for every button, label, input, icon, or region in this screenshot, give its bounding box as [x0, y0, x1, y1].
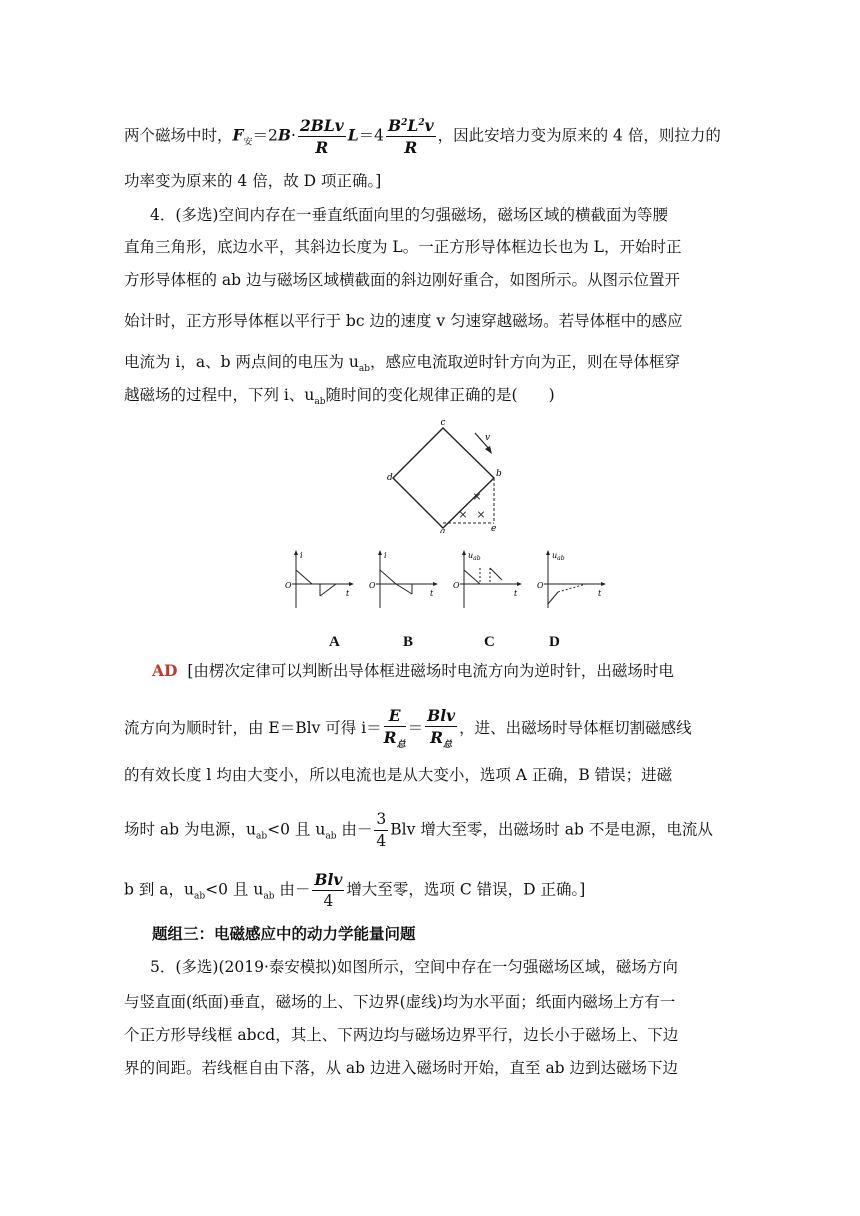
sub-ab: ab: [256, 831, 268, 842]
group3-title: 题组三：电磁感应中的动力学能量问题: [152, 924, 416, 943]
text: ，因此安培力变为原来的 4 倍，则拉力的: [437, 126, 721, 145]
frac-B2L2v-R: $\frac{B^2L^2v}{R}$: [388, 116, 434, 157]
option-label-c: C: [484, 634, 495, 650]
formula-L: L: [347, 125, 359, 145]
text: b 到 a，u: [124, 880, 194, 899]
graph-a: [282, 548, 358, 610]
graph-d: [534, 548, 610, 610]
option-label-d: D: [549, 634, 560, 650]
answer-line2: 流方向为顺时针，由 E＝Blv 可得 i＝ $\frac{E}{R_总}$ ＝ $\frac{\text{Blv}}{R_总}$ ，进、出磁场时导体框切割磁感线: [124, 706, 692, 750]
curve-d: [548, 592, 558, 604]
square-frame-figure: [385, 418, 515, 533]
svg-text:t: t: [430, 589, 434, 598]
text: 两个磁场中时，: [124, 126, 233, 145]
q4-line2: 直角三角形，底边水平，其斜边长度为 L。一正方形导体框边长也为 L，开始时正: [124, 238, 682, 256]
text: 流方向为顺时针，由 E＝Blv 可得 i＝: [124, 718, 382, 737]
text: ，进、出磁场时导体框切割磁感线: [459, 718, 692, 737]
q5-line3: 个正方形导线框 abcd，其上、下两边均与磁场边界平行，边长小于磁场上、下边: [124, 1026, 679, 1044]
q5-line2: 与竖直面(纸面)垂直，磁场的上、下边界(虚线)均为水平面；纸面内磁场上方有一: [124, 993, 676, 1011]
graph-b: [366, 548, 442, 610]
q4-line1: 4．(多选)空间内存在一垂直纸面向里的匀强磁场，磁场区域的横截面为等腰: [150, 206, 668, 224]
q5-line4: 界的间距。若线框自由下落，从 ab 边进入磁场时开始，直至 ab 边到达磁场下边: [124, 1059, 679, 1077]
option-label-b: B: [403, 634, 414, 650]
velocity-label: v: [485, 433, 491, 443]
answer-line4: [124, 812, 713, 849]
svg-text:i: i: [300, 551, 303, 560]
sub-ab: ab: [358, 364, 371, 375]
graph-c: [450, 548, 526, 610]
text: 由－: [336, 820, 373, 839]
curve-b: [380, 570, 396, 584]
q5-line1: 5．(多选)(2019·泰安模拟)如图所示，空间中存在一匀强磁场区域，磁场方向: [150, 958, 678, 976]
q4-line6: [124, 388, 555, 407]
point-label-b: b: [496, 469, 502, 479]
svg-text:uab: $u_{ab}$: [468, 551, 481, 562]
curve-c: [464, 570, 480, 584]
svg-text:t: t: [598, 589, 602, 598]
svg-text:i: i: [384, 551, 387, 560]
curve-d-2: [558, 584, 586, 592]
curve-c-2: [490, 568, 502, 580]
curve-a: [296, 570, 312, 584]
q4-line3: 方形导体框的 ab 边与磁场区域横截面的斜边刚好重合，如图所示。从图示位置开: [124, 271, 681, 289]
answer-line3: 的有效长度 l 均由大变小，所以电流也是从大变小，选项 A 正确，B 错误；进磁: [124, 766, 673, 784]
svg-text:O: O: [285, 581, 292, 590]
formula-B: B: [277, 125, 292, 145]
svg-text:uab: $u_{ab}$: [552, 551, 565, 562]
para-top-line2: 功率变为原来的 4 倍，故 D 项正确。]: [124, 172, 382, 190]
option-label-a: A: [329, 634, 340, 650]
formula-F: F: [232, 125, 244, 145]
frac-3-4: $\frac{3}{4}$: [376, 810, 387, 850]
svg-text:t: t: [346, 589, 350, 598]
answer-line1: [152, 663, 674, 680]
text: [由楞次定律可以判断出导体框进磁场时电流方向为逆时针，出磁场时电: [187, 662, 674, 680]
text: <0 且 u: [205, 880, 264, 899]
text: <0 且 u: [267, 820, 326, 839]
q4-line4: 始计时，正方形导体框以平行于 bc 边的速度 v 匀速穿越磁场。若导体框中的感应: [124, 312, 683, 330]
svg-text:O: O: [369, 581, 376, 590]
frac-E-R: $\frac{E}{R_总}$: [383, 706, 406, 750]
frac-Blv-R: $\frac{\text{Blv}}{R_总}$: [427, 706, 456, 750]
sub-an: 安: [243, 137, 253, 148]
text: 场时 ab 为电源，u: [124, 820, 257, 839]
field-cross: ×: [458, 508, 468, 521]
sub-ab: ab: [325, 831, 337, 842]
sub-ab: ab: [314, 397, 326, 408]
frac-Blv-4: $\frac{\text{Blv}}{4}$: [314, 870, 343, 910]
text: 由－: [274, 880, 311, 899]
frac-2BLv-R: $\frac{\text{2BLv}}{R}$: [299, 116, 344, 157]
field-cross: ×: [476, 508, 486, 521]
svg-text:O: O: [537, 581, 544, 590]
curve-b-neg: [396, 584, 412, 594]
answer-line5: [124, 872, 585, 909]
svg-text:t: t: [514, 589, 518, 598]
point-label-c: c: [440, 418, 446, 428]
point-label-a: a: [440, 527, 446, 533]
text: 增大至零，选项 C 错误，D 正确。]: [346, 880, 586, 899]
point-label-d: d: [387, 473, 393, 483]
field-cross: ×: [472, 490, 482, 503]
text: Blv 增大至零，出磁场时 ab 不是电源，电流从: [390, 820, 713, 839]
text: 电流为 i，a、b 两点间的电压为 u: [124, 353, 359, 371]
text: 随时间的变化规律正确的是( ): [325, 386, 555, 404]
answer-label: AD: [152, 661, 178, 680]
para-top-line1: 两个磁场中时，$F_安=2B\cdot$ $\frac{\text{2BLv}}{R}$ L＝4 $\frac{B^2L^2v}{R}$ ，因此安培力变为原来的 4 倍，则拉力的: [124, 116, 721, 157]
sub-ab: ab: [194, 891, 206, 902]
velocity-arrowhead: [485, 446, 492, 454]
curve-a-neg: [320, 584, 336, 596]
svg-text:O: O: [453, 581, 460, 590]
point-label-e: e: [491, 524, 497, 533]
sub-ab: ab: [263, 891, 275, 902]
q4-line5: [124, 355, 680, 374]
text: 越磁场的过程中，下列 i、u: [124, 386, 315, 404]
text: ，感应电流取逆时针方向为正，则在导体框穿: [370, 353, 681, 371]
